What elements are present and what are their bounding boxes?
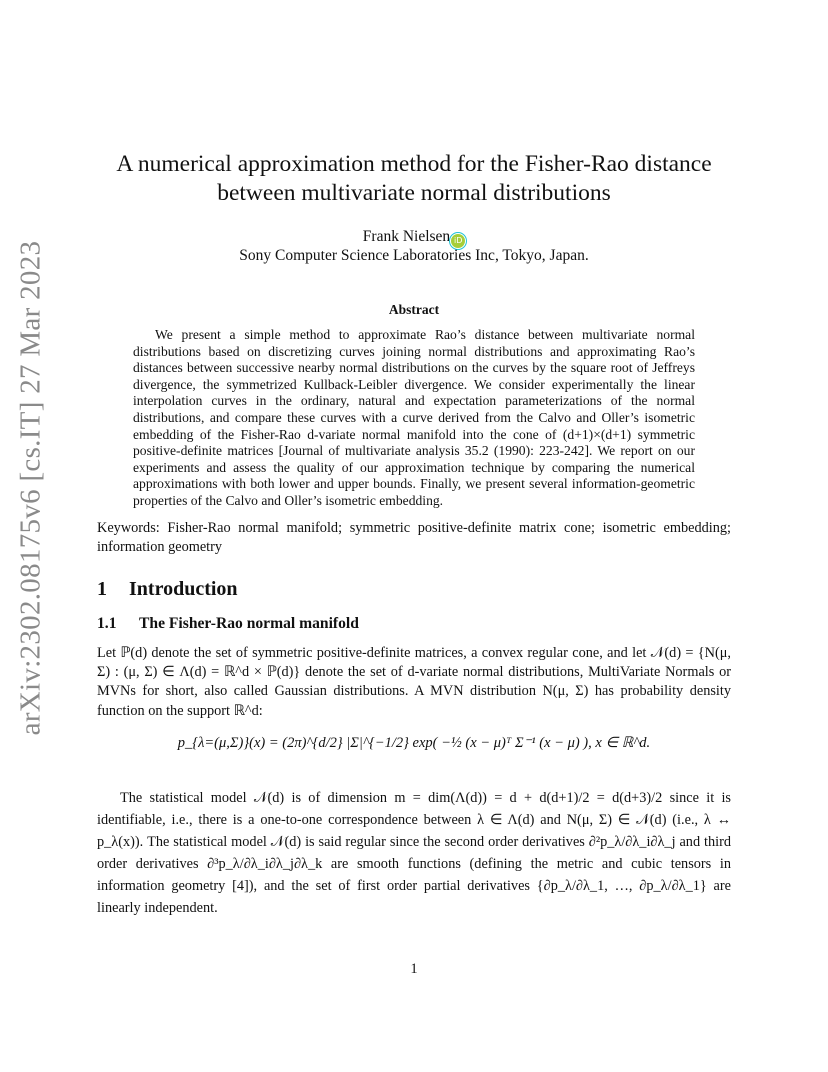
arxiv-identifier: arXiv:2302.08175v6 [cs.IT] 27 Mar 2023 [14, 240, 47, 736]
density-equation: p_{λ=(μ,Σ)}(x) = (2π)^{d/2} |Σ|^{−1/2} exp( −½ (x − μ)ᵀ Σ⁻¹ (x − μ) ), x ∈ ℝ^d. [177, 735, 651, 751]
paragraph-1: Let ℙ(d) denote the set of symmetric positive-definite matrices, a convex regular cone, and let 𝒩(d) = {N(μ, Σ) : (μ, Σ) ∈ Λ(d) = ℝ^d × ℙ(d)} denote the set of d-variate normal distributions, MultiVariate Normals or MVNs for short, also called Gaussian distributions. A MVN distribution N(μ, Σ) has probability density function on the support ℝ^d: [97, 645, 731, 719]
title-line-1: A numerical approximation method for the Fisher-Rao distance [116, 151, 712, 177]
subsection-title: The Fisher-Rao normal manifold [139, 615, 359, 632]
paper-title [90, 150, 738, 208]
author-name: Frank Nielsen [362, 228, 451, 245]
section-heading [97, 578, 238, 601]
title-line-2: between multivariate normal distributions [217, 180, 611, 206]
abstract-heading: Abstract [388, 302, 440, 317]
page-number: 1 [410, 961, 418, 977]
keywords: Keywords: Fisher-Rao normal manifold; symmetric positive-definite matrix cone; isometric embedding; information geometry [97, 520, 731, 555]
paragraph-2: The statistical model 𝒩(d) is of dimension m = dim(Λ(d)) = d + d(d+1)/2 = d(d+3)/2 since it is identifiable, i.e., there is a one-to-one correspondence between λ ∈ Λ(d) and N(μ, Σ) ∈ 𝒩(d) (i.e., λ ↔ p_λ(x)). The statistical model 𝒩(d) is said regular since the second order derivatives ∂²p_λ/∂λ_i∂λ_j and third order derivatives ∂³p_λ/∂λ_i∂λ_j∂λ_k are smooth functions (defining the metric and cubic tensors in information geometry [4]), and the set of first order partial derivatives {∂p_λ/∂λ_1, …, ∂p_λ/∂λ_1} are linearly independent. [97, 790, 731, 916]
author-line [90, 228, 738, 248]
arxiv-sidebar [2, 240, 60, 736]
section-title: Introduction [129, 578, 238, 600]
affiliation: Sony Computer Science Laboratories Inc, Tokyo, Japan. [239, 247, 589, 264]
abstract-text: We present a simple method to approximate Rao’s distance between multivariate normal distributions based on discretizing curves joining normal distributions and approximating Rao’s distances between successive nearby normal distributions on the curves by the square root of Jeffreys divergence, the symmetrized Kullback-Leibler divergence. We consider experimentally the linear interpolation curves in the ordinary, natural and expectation parameterizations of the normal distributions, and compare these curves with a curve derived from the Calvo and Oller’s isometric embedding of the Fisher-Rao d-variate normal manifold into the cone of (d+1)×(d+1) symmetric positive-definite matrices [Journal of multivariate analysis 35.2 (1990): 223-242]. We report on our experiments and assess the quality of our approximation technique by comparing the numerical approximations with both lower and upper bounds. Finally, we present several information-geometric properties of the Calvo and Oller’s isometric embedding. [133, 327, 695, 508]
subsection-number: 1.1 [97, 615, 117, 632]
orcid-icon[interactable]: iD [451, 234, 465, 248]
subsection-heading [97, 615, 359, 633]
section-number: 1 [97, 578, 107, 600]
